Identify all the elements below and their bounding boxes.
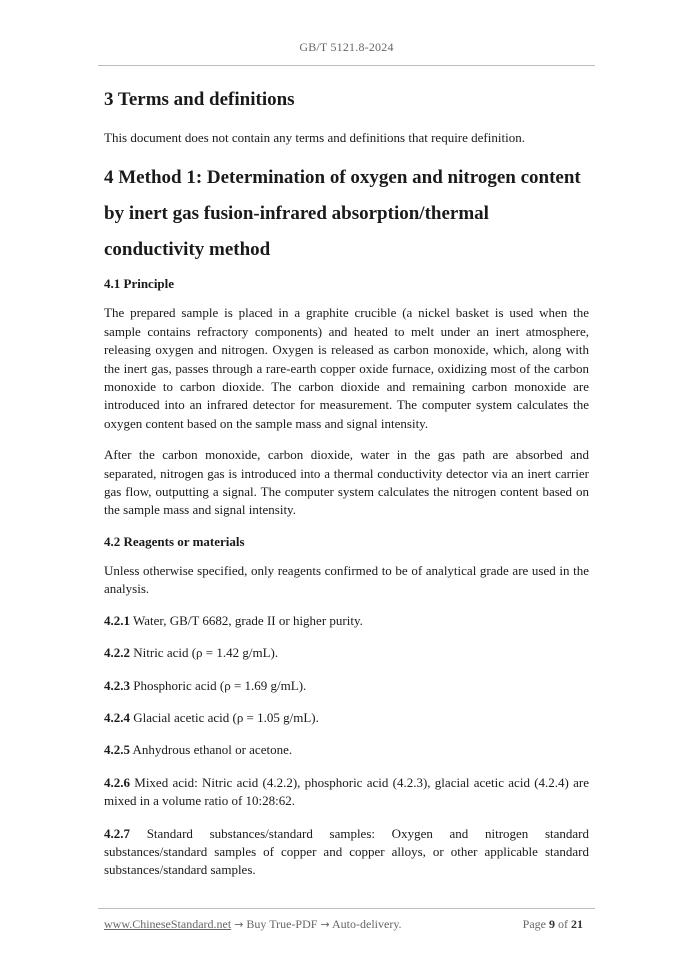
section-3-heading: 3 Terms and definitions [104, 89, 295, 110]
page-indicator [523, 917, 583, 932]
reagents-intro: Unless otherwise specified, only reagents confirmed to be of analytical grade are used in the analysis. [104, 562, 589, 597]
reagent-item [104, 741, 589, 759]
section-3-text: This document does not contain any terms and definitions that require definition. [104, 130, 525, 145]
reagent-text: Water, GB/T 6682, grade II or higher purity. [133, 612, 363, 628]
reagent-text: Anhydrous ethanol or acetone. [132, 742, 293, 758]
reagent-item [104, 825, 589, 880]
page-label: Page [522, 917, 546, 931]
arrow-right-icon: → [320, 918, 330, 931]
reagent-number: 4.2.7 [104, 825, 130, 841]
reagent-text: Nitric acid (ρ = 1.42 g/mL). [133, 645, 279, 661]
page-header: GB/T 5121.8-2024 [299, 40, 394, 54]
reagent-item [104, 709, 589, 727]
reagent-number: 4.2.3 [104, 677, 130, 693]
arrow-right-icon: → [234, 918, 244, 931]
buy-pdf-link[interactable]: Buy True-PDF [246, 917, 318, 931]
principle-paragraph-1: The prepared sample is placed in a graphite crucible (a nickel basket is used when the sample contains refractory components) and heated to melt under an inert atmosphere, releasing oxygen and nitrogen. Oxygen is released as carbon monoxide, which, along with the inert gas, passes through a rare-earth copper oxide furnace, oxidizing most of the carbon monoxide to carbon dioxide. The carbon dioxide and remaining carbon monoxide are introduced into an infrared detector for measurement. The computer system calculates the oxygen content based on the sample mass and signal intensity. [104, 305, 589, 431]
reagent-text: Glacial acetic acid (ρ = 1.05 g/mL). [133, 709, 319, 725]
reagent-number: 4.2.4 [104, 709, 130, 725]
reagent-item [104, 612, 589, 630]
reagent-text: Mixed acid: Nitric acid (4.2.2), phosphoric acid (4.2.3), glacial acetic acid (4.2.4) are mixed in a volume ratio of 10:28:62. [104, 774, 589, 809]
footer-links [104, 917, 402, 932]
principle-heading: 4.1 Principle [104, 276, 175, 292]
of-label: of [558, 917, 568, 931]
reagents-heading: 4.2 Reagents or materials [104, 533, 245, 549]
section-4-heading: 4 Method 1: Determination of oxygen and nitrogen content by inert gas fusion-infrared absorption/thermal conductivity method [104, 167, 581, 261]
reagent-text: Standard substances/standard samples: Oxygen and nitrogen standard substances/standard samples of copper and copper alloys, or other applicable standard substances/standard samples. [104, 825, 590, 878]
reagent-number: 4.2.2 [104, 645, 130, 661]
page-number: 9 [549, 917, 555, 931]
reagent-item [104, 677, 589, 695]
principle-paragraph-2: After the carbon monoxide, carbon dioxide, water in the gas path are absorbed and separated, nitrogen gas is introduced into a thermal conductivity detector via an inert carrier gas flow, outputting a signal. The computer system calculates the nitrogen content based on the sample mass and signal intensity. [104, 447, 589, 518]
footer-divider [98, 908, 595, 909]
reagent-item [104, 644, 589, 662]
reagent-text: Phosphoric acid (ρ = 1.69 g/mL). [133, 677, 307, 693]
auto-delivery-text: Auto-delivery. [332, 917, 402, 931]
reagent-number: 4.2.6 [104, 774, 130, 790]
page-total: 21 [571, 917, 583, 931]
page-content [104, 80, 589, 894]
header-divider [98, 65, 595, 66]
site-link[interactable]: www.ChineseStandard.net [104, 917, 232, 931]
reagent-item [104, 774, 589, 811]
reagent-number: 4.2.1 [104, 612, 130, 628]
reagent-number: 4.2.5 [104, 742, 130, 758]
